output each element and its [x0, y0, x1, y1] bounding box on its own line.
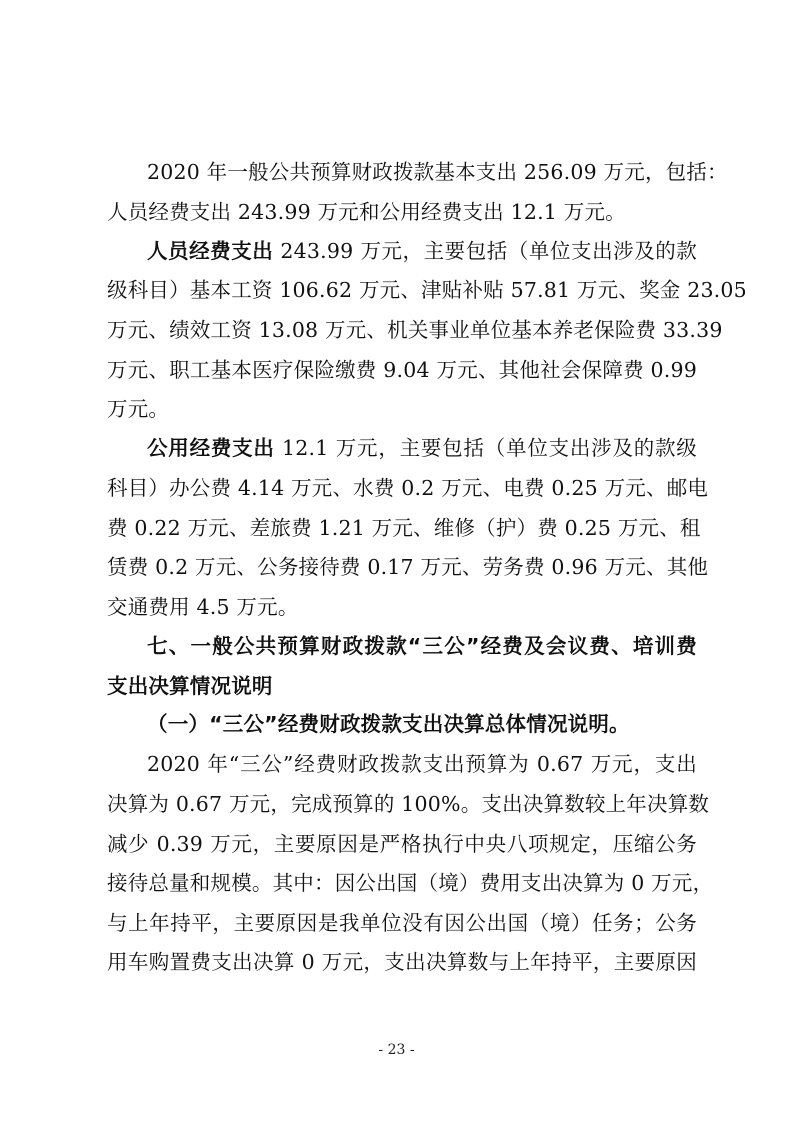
- personnel-expenditure-line-1-text: 243.99 万元，主要包括（单位支出涉及的款: [273, 239, 698, 263]
- personnel-expenditure-label: 人员经费支出: [147, 239, 274, 263]
- public-expenditure-line-1-text: 12.1 万元，主要包括（单位支出涉及的款级: [274, 436, 698, 460]
- paragraph-personnel-line-5: 万元。: [107, 397, 170, 421]
- paragraph-personnel-line-2: 级科目）基本工资 106.62 万元、津贴补贴 57.81 万元、奖金 23.05: [107, 278, 747, 302]
- paragraph-public-line-5: 交通费用 4.5 万元。: [107, 595, 299, 619]
- paragraph-sangong-line-4: 接待总量和规模。其中：因公出国（境）费用支出决算为 0 万元，: [107, 871, 714, 895]
- section-seven-heading-line-2: 支出决算情况说明: [107, 674, 273, 698]
- paragraph-personnel-line-1: [147, 233, 697, 269]
- paragraph-sangong-line-1: 2020 年“三公”经费财政拨款支出预算为 0.67 万元，支出: [147, 752, 697, 776]
- subsection-one-heading: （一）“三公”经费财政拨款支出决算总体情况说明。: [147, 712, 630, 736]
- paragraph-public-line-4: 赁费 0.2 万元、公务接待费 0.17 万元、劳务费 0.96 万元、其他: [107, 555, 709, 579]
- paragraph-basic-line-1: 2020 年一般公共预算财政拨款基本支出 256.09 万元，包括：: [147, 160, 728, 184]
- paragraph-sangong-line-5: 与上年持平，主要原因是我单位没有因公出国（境）任务；公务: [107, 911, 697, 935]
- paragraph-personnel-line-4: 万元、职工基本医疗保险缴费 9.04 万元、其他社会保障费 0.99: [107, 358, 697, 382]
- paragraph-personnel-line-3: 万元、绩效工资 13.08 万元、机关事业单位基本养老保险费 33.39: [107, 318, 723, 342]
- paragraph-basic-line-2: 人员经费支出 243.99 万元和公用经费支出 12.1 万元。: [107, 200, 626, 224]
- public-expenditure-label: 公用经费支出: [147, 436, 275, 460]
- paragraph-sangong-line-3: 减少 0.39 万元，主要原因是严格执行中央八项规定，压缩公务: [107, 832, 697, 856]
- section-seven-heading-line-1: 七、一般公共预算财政拨款“三公”经费及会议费、培训费: [147, 634, 697, 658]
- paragraph-public-line-3: 费 0.22 万元、差旅费 1.21 万元、维修（护）费 0.25 万元、租: [107, 516, 701, 540]
- paragraph-sangong-line-2: 决算为 0.67 万元，完成预算的 100%。支出决算数较上年决算数: [107, 792, 710, 816]
- paragraph-public-line-2: 科目）办公费 4.14 万元、水费 0.2 万元、电费 0.25 万元、邮电: [107, 476, 709, 500]
- paragraph-public-line-1: [147, 430, 697, 466]
- paragraph-sangong-line-6: 用车购置费支出决算 0 万元，支出决算数与上年持平，主要原因: [107, 950, 697, 974]
- page-number: - 23 -: [378, 1042, 415, 1058]
